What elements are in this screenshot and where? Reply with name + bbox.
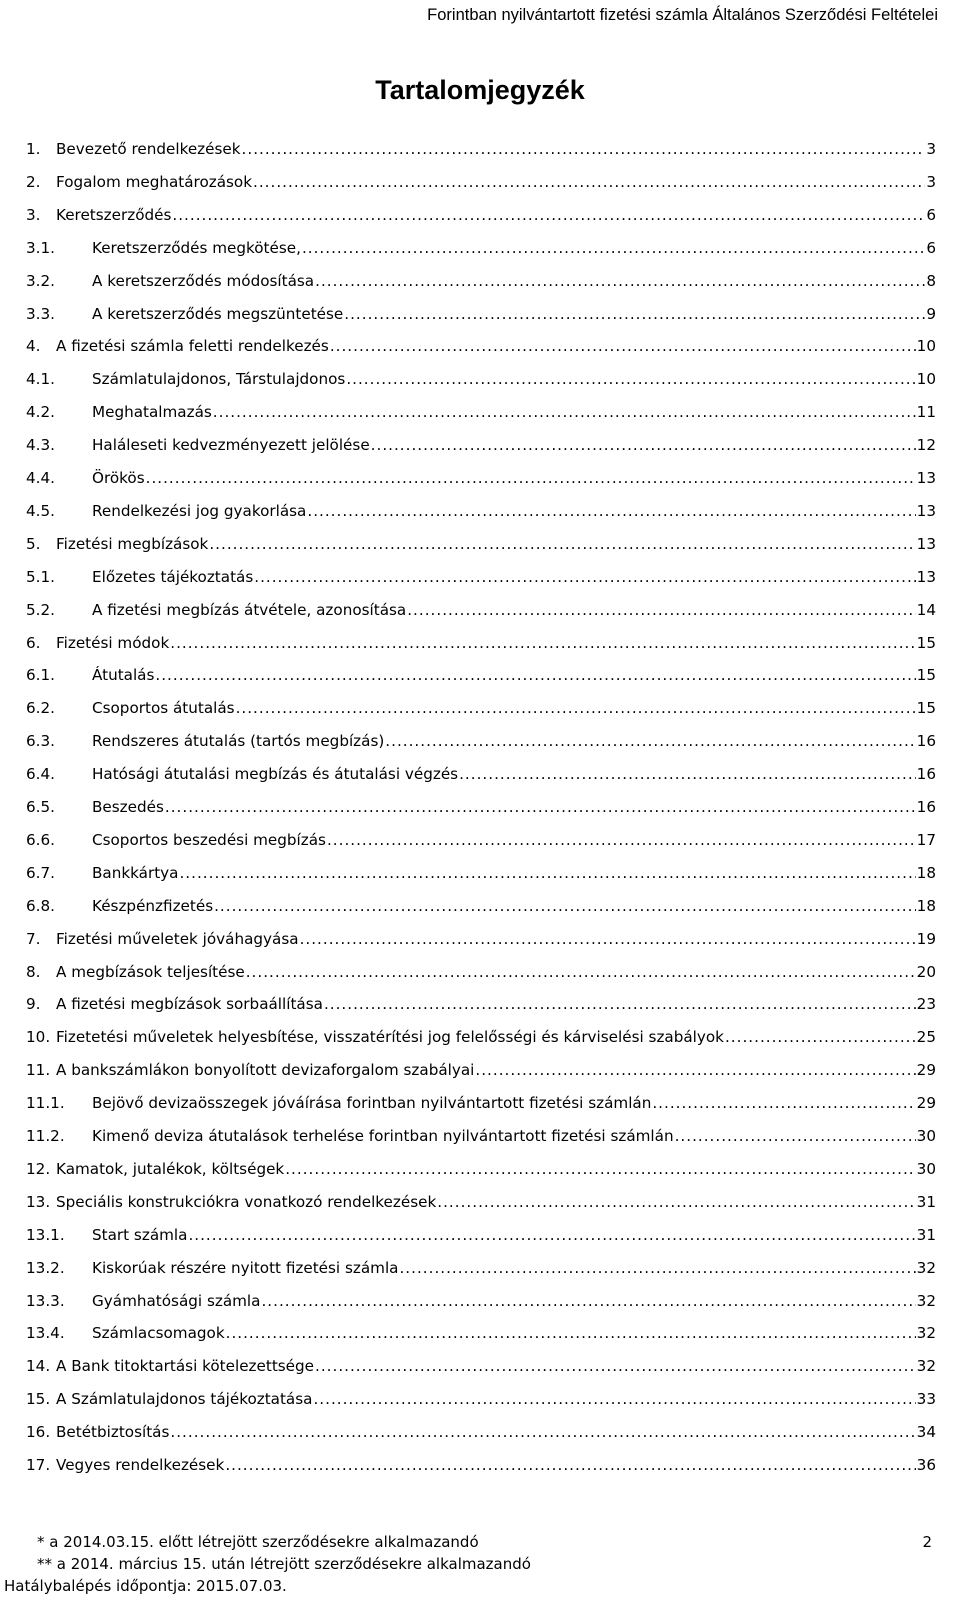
toc-leader-dots bbox=[253, 173, 925, 191]
toc-entry-number: 3.2. bbox=[26, 272, 55, 290]
toc-entry-number: 11.1. bbox=[26, 1094, 65, 1112]
toc-entry-title: Start számla bbox=[92, 1226, 188, 1244]
footer-note-1: * a 2014.03.15. előtt létrejött szerződésekre alkalmazandó bbox=[37, 1533, 479, 1551]
toc-entry[interactable] bbox=[26, 1390, 936, 1416]
toc-entry-number: 4.1. bbox=[26, 370, 55, 388]
toc-entry-title: Rendszeres átutalás (tartós megbízás) bbox=[92, 732, 385, 750]
toc-leader-dots bbox=[307, 502, 915, 520]
toc-entry-page: 29 bbox=[916, 1094, 936, 1112]
toc-entry[interactable] bbox=[26, 1423, 936, 1449]
toc-entry-page: 23 bbox=[916, 995, 936, 1013]
toc-entry-number: 6.4. bbox=[26, 765, 55, 783]
toc-entry-page: 13 bbox=[916, 469, 936, 487]
toc-entry-page: 3 bbox=[926, 140, 936, 158]
toc-entry-number: 5.2. bbox=[26, 601, 55, 619]
toc-entry-title: A keretszerződés módosítása bbox=[92, 272, 315, 290]
toc-entry-title: Készpénzfizetés bbox=[92, 897, 214, 915]
toc-entry[interactable] bbox=[26, 699, 936, 725]
toc-leader-dots bbox=[385, 732, 915, 750]
toc-entry-number: 13.2. bbox=[26, 1259, 65, 1277]
toc-entry[interactable] bbox=[26, 864, 936, 890]
toc-entry-page: 18 bbox=[916, 864, 936, 882]
toc-entry[interactable] bbox=[26, 502, 936, 528]
toc-entry[interactable] bbox=[26, 173, 936, 199]
toc-entry-number: 4.5. bbox=[26, 502, 55, 520]
toc-entry-page: 10 bbox=[916, 370, 936, 388]
toc-leader-dots bbox=[302, 239, 925, 257]
footer-effective-date: Hatálybalépés időpontja: 2015.07.03. bbox=[4, 1577, 287, 1595]
toc-entry[interactable] bbox=[26, 403, 936, 429]
toc-entry-page: 30 bbox=[916, 1127, 936, 1145]
toc-entry[interactable] bbox=[26, 239, 936, 265]
toc-entry-title: Fizetési műveletek jóváhagyása bbox=[56, 930, 299, 948]
toc-entry-page: 15 bbox=[916, 634, 936, 652]
toc-leader-dots bbox=[399, 1259, 915, 1277]
toc-entry-number: 1. bbox=[26, 140, 41, 158]
toc-entry-title: Beszedés bbox=[92, 798, 164, 816]
toc-leader-dots bbox=[170, 1423, 915, 1441]
toc-entry-number: 4.2. bbox=[26, 403, 55, 421]
toc-entry[interactable] bbox=[26, 337, 936, 363]
toc-leader-dots bbox=[675, 1127, 916, 1145]
toc-entry[interactable] bbox=[26, 272, 936, 298]
toc-entry-title: Speciális konstrukciókra vonatkozó rendelkezések bbox=[56, 1193, 437, 1211]
toc-leader-dots bbox=[437, 1193, 915, 1211]
toc-leader-dots bbox=[459, 765, 916, 783]
toc-entry-page: 18 bbox=[916, 897, 936, 915]
toc-entry-number: 15. bbox=[26, 1390, 51, 1408]
toc-entry-title: A Bank titoktartási kötelezettsége bbox=[56, 1357, 315, 1375]
toc-leader-dots bbox=[371, 436, 916, 454]
toc-entry-page: 6 bbox=[926, 206, 936, 224]
toc-entry-title: A fizetési megbízások sorbaállítása bbox=[56, 995, 323, 1013]
toc-entry[interactable] bbox=[26, 601, 936, 627]
toc-entry-page: 31 bbox=[916, 1226, 936, 1244]
toc-entry[interactable] bbox=[26, 831, 936, 857]
toc-entry[interactable] bbox=[26, 995, 936, 1021]
toc-entry-number: 4.4. bbox=[26, 469, 55, 487]
toc-entry-title: A fizetési megbízás átvétele, azonosítása bbox=[92, 601, 407, 619]
toc-entry-title: Átutalás bbox=[92, 666, 155, 684]
toc-entry-title: Rendelkezési jog gyakorlása bbox=[92, 502, 307, 520]
toc-entry-number: 6.1. bbox=[26, 666, 55, 684]
toc-entry-page: 32 bbox=[916, 1292, 936, 1310]
toc-entry-page: 19 bbox=[916, 930, 936, 948]
toc-entry-title: Előzetes tájékoztatás bbox=[92, 568, 254, 586]
toc-leader-dots bbox=[285, 1160, 915, 1178]
toc-entry-title: Fizetési módok bbox=[56, 634, 170, 652]
toc-entry-page: 14 bbox=[916, 601, 936, 619]
toc-entry[interactable] bbox=[26, 1456, 936, 1482]
toc-entry-page: 9 bbox=[926, 305, 936, 323]
toc-entry-page: 16 bbox=[916, 765, 936, 783]
toc-leader-dots bbox=[209, 535, 915, 553]
toc-leader-dots bbox=[725, 1028, 916, 1046]
toc-entry-page: 31 bbox=[916, 1193, 936, 1211]
toc-entry[interactable] bbox=[26, 963, 936, 989]
toc-entry-title: Hatósági átutalási megbízás és átutalási végzés bbox=[92, 765, 459, 783]
toc-entry[interactable] bbox=[26, 634, 936, 660]
toc-entry[interactable] bbox=[26, 469, 936, 495]
toc-entry-number: 11.2. bbox=[26, 1127, 65, 1145]
toc-leader-dots bbox=[246, 963, 916, 981]
toc-entry-number: 9. bbox=[26, 995, 41, 1013]
toc-entry-number: 8. bbox=[26, 963, 41, 981]
toc-entry-title: Bevezető rendelkezések bbox=[56, 140, 241, 158]
toc-leader-dots bbox=[146, 469, 916, 487]
toc-entry-page: 30 bbox=[916, 1160, 936, 1178]
toc-entry-number: 12. bbox=[26, 1160, 51, 1178]
toc-entry[interactable] bbox=[26, 1259, 936, 1285]
toc-entry-title: Számlacsomagok bbox=[92, 1324, 225, 1342]
toc-entry-page: 36 bbox=[916, 1456, 936, 1474]
toc-entry-page: 15 bbox=[916, 666, 936, 684]
toc-leader-dots bbox=[324, 995, 916, 1013]
toc-entry[interactable] bbox=[26, 732, 936, 758]
toc-entry-page: 13 bbox=[916, 568, 936, 586]
toc-entry-page: 16 bbox=[916, 732, 936, 750]
toc-entry-page: 8 bbox=[926, 272, 936, 290]
toc-leader-dots bbox=[407, 601, 915, 619]
toc-entry[interactable] bbox=[26, 1357, 936, 1383]
toc-entry[interactable] bbox=[26, 568, 936, 594]
toc-leader-dots bbox=[172, 206, 925, 224]
toc-entry[interactable] bbox=[26, 1127, 936, 1153]
toc-entry-number: 6.8. bbox=[26, 897, 55, 915]
toc-entry-title: Csoportos átutalás bbox=[92, 699, 235, 717]
toc-entry-page: 3 bbox=[926, 173, 936, 191]
toc-entry-number: 4. bbox=[26, 337, 41, 355]
toc-entry-number: 13.1. bbox=[26, 1226, 65, 1244]
toc-entry-number: 16. bbox=[26, 1423, 51, 1441]
toc-leader-dots bbox=[330, 337, 916, 355]
toc-leader-dots bbox=[344, 305, 925, 323]
toc-entry-title: Kimenő deviza átutalások terhelése forintban nyilvántartott fizetési számlán bbox=[92, 1127, 674, 1145]
toc-leader-dots bbox=[327, 831, 916, 849]
toc-entry-number: 6.5. bbox=[26, 798, 55, 816]
toc-entry-title: Számlatulajdonos, Társtulajdonos bbox=[92, 370, 346, 388]
toc-leader-dots bbox=[226, 1324, 916, 1342]
toc-entry-number: 11. bbox=[26, 1061, 51, 1079]
toc-entry-title: Kamatok, jutalékok, költségek bbox=[56, 1160, 285, 1178]
toc-entry-title: Fogalom meghatározások bbox=[56, 173, 253, 191]
toc-entry-page: 32 bbox=[916, 1324, 936, 1342]
toc-leader-dots bbox=[315, 272, 925, 290]
toc-entry-number: 2. bbox=[26, 173, 41, 191]
toc-entry[interactable] bbox=[26, 305, 936, 331]
toc-entry[interactable] bbox=[26, 1324, 936, 1350]
toc-entry-page: 12 bbox=[916, 436, 936, 454]
toc-entry-number: 4.3. bbox=[26, 436, 55, 454]
toc-leader-dots bbox=[155, 666, 915, 684]
toc-entry-number: 10. bbox=[26, 1028, 51, 1046]
toc-entry[interactable] bbox=[26, 535, 936, 561]
toc-leader-dots bbox=[261, 1292, 915, 1310]
toc-entry-page: 16 bbox=[916, 798, 936, 816]
toc-entry-page: 10 bbox=[916, 337, 936, 355]
toc-entry[interactable] bbox=[26, 1028, 936, 1054]
toc-entry-number: 13.4. bbox=[26, 1324, 65, 1342]
toc-entry-number: 13.3. bbox=[26, 1292, 65, 1310]
toc-leader-dots bbox=[242, 140, 925, 158]
toc-entry-title: Keretszerződés megkötése, bbox=[92, 239, 301, 257]
toc-entry-title: Vegyes rendelkezések bbox=[56, 1456, 225, 1474]
toc-entry[interactable] bbox=[26, 897, 936, 923]
toc-entry-title: Bejövő devizaösszegek jóváírása forintban nyilvántartott fizetési számlán bbox=[92, 1094, 652, 1112]
toc-entry-title: Betétbiztosítás bbox=[56, 1423, 170, 1441]
toc-entry[interactable] bbox=[26, 1193, 936, 1219]
toc-entry-title: Meghatalmazás bbox=[92, 403, 212, 421]
toc-entry-title: Kiskorúak részére nyitott fizetési számla bbox=[92, 1259, 399, 1277]
toc-entry[interactable] bbox=[26, 1292, 936, 1318]
toc-leader-dots bbox=[170, 634, 915, 652]
toc-entry-page: 17 bbox=[916, 831, 936, 849]
toc-entry-title: Fizetetési műveletek helyesbítése, visszatérítési jog felelősségi és kárviselési szabályok bbox=[56, 1028, 724, 1046]
toc-entry-title: Fizetési megbízások bbox=[56, 535, 209, 553]
toc-entry-page: 15 bbox=[916, 699, 936, 717]
toc-entry-number: 3. bbox=[26, 206, 41, 224]
toc-leader-dots bbox=[300, 930, 916, 948]
toc-entry-title: Csoportos beszedési megbízás bbox=[92, 831, 326, 849]
toc-entry-title: Keretszerződés bbox=[56, 206, 172, 224]
toc-entry[interactable] bbox=[26, 930, 936, 956]
toc-entry-page: 29 bbox=[916, 1061, 936, 1079]
toc-entry[interactable] bbox=[26, 206, 936, 232]
toc-entry-page: 25 bbox=[916, 1028, 936, 1046]
page-title: Tartalomjegyzék bbox=[375, 75, 585, 105]
toc-entry-title: A bankszámlákon bonyolított devizaforgalom szabályai bbox=[56, 1061, 475, 1079]
toc-leader-dots bbox=[236, 699, 916, 717]
toc-entry-title: Haláleseti kedvezményezett jelölése bbox=[92, 436, 370, 454]
toc-entry-title: Örökös bbox=[92, 469, 145, 487]
toc-entry[interactable] bbox=[26, 798, 936, 824]
toc-entry-page: 34 bbox=[916, 1423, 936, 1441]
toc-leader-dots bbox=[179, 864, 915, 882]
toc-entry-page: 32 bbox=[916, 1357, 936, 1375]
toc-entry-title: A fizetési számla feletti rendelkezés bbox=[56, 337, 329, 355]
toc-entry-number: 17. bbox=[26, 1456, 51, 1474]
footer-note-2: ** a 2014. március 15. után létrejött szerződésekre alkalmazandó bbox=[37, 1555, 531, 1573]
toc-entry-number: 14. bbox=[26, 1357, 51, 1375]
toc-entry[interactable] bbox=[26, 765, 936, 791]
toc-entry-number: 7. bbox=[26, 930, 41, 948]
toc-entry-title: A megbízások teljesítése bbox=[56, 963, 245, 981]
toc-leader-dots bbox=[315, 1357, 916, 1375]
toc-entry-page: 13 bbox=[916, 502, 936, 520]
toc-leader-dots bbox=[165, 798, 916, 816]
toc-entry[interactable] bbox=[26, 666, 936, 692]
toc-entry-number: 13. bbox=[26, 1193, 51, 1211]
toc-entry-title: Gyámhatósági számla bbox=[92, 1292, 261, 1310]
toc-leader-dots bbox=[475, 1061, 915, 1079]
toc-leader-dots bbox=[652, 1094, 915, 1112]
running-header: Forintban nyilvántartott fizetési számla Általános Szerződési Feltételei bbox=[427, 6, 938, 24]
toc-entry-page: 13 bbox=[916, 535, 936, 553]
toc-entry[interactable] bbox=[26, 370, 936, 396]
toc-leader-dots bbox=[346, 370, 915, 388]
toc-entry-number: 3.1. bbox=[26, 239, 55, 257]
toc-entry-number: 3.3. bbox=[26, 305, 55, 323]
toc-entry[interactable] bbox=[26, 1061, 936, 1087]
toc-entry-title: A keretszerződés megszüntetése bbox=[92, 305, 344, 323]
toc-entry-number: 5. bbox=[26, 535, 41, 553]
toc-entry-title: Bankkártya bbox=[92, 864, 179, 882]
toc-entry[interactable] bbox=[26, 436, 936, 462]
toc-entry-page: 11 bbox=[916, 403, 936, 421]
toc-entry-page: 6 bbox=[926, 239, 936, 257]
toc-entry-number: 6.6. bbox=[26, 831, 55, 849]
toc-leader-dots bbox=[214, 897, 916, 915]
toc-entry[interactable] bbox=[26, 1094, 936, 1120]
toc-entry[interactable] bbox=[26, 1226, 936, 1252]
toc-entry-number: 6. bbox=[26, 634, 41, 652]
toc-entry-title: A Számlatulajdonos tájékoztatása bbox=[56, 1390, 313, 1408]
toc-entry[interactable] bbox=[26, 140, 936, 166]
toc-entry-page: 20 bbox=[916, 963, 936, 981]
page-number: 2 bbox=[922, 1533, 932, 1551]
toc-leader-dots bbox=[188, 1226, 915, 1244]
toc-entry-page: 33 bbox=[916, 1390, 936, 1408]
toc-entry-number: 6.2. bbox=[26, 699, 55, 717]
toc-entry[interactable] bbox=[26, 1160, 936, 1186]
toc-leader-dots bbox=[213, 403, 916, 421]
toc-leader-dots bbox=[254, 568, 915, 586]
toc-leader-dots bbox=[225, 1456, 915, 1474]
toc-leader-dots bbox=[313, 1390, 915, 1408]
toc-entry-number: 6.3. bbox=[26, 732, 55, 750]
toc-entry-page: 32 bbox=[916, 1259, 936, 1277]
toc-entry-number: 6.7. bbox=[26, 864, 55, 882]
toc-entry-number: 5.1. bbox=[26, 568, 55, 586]
